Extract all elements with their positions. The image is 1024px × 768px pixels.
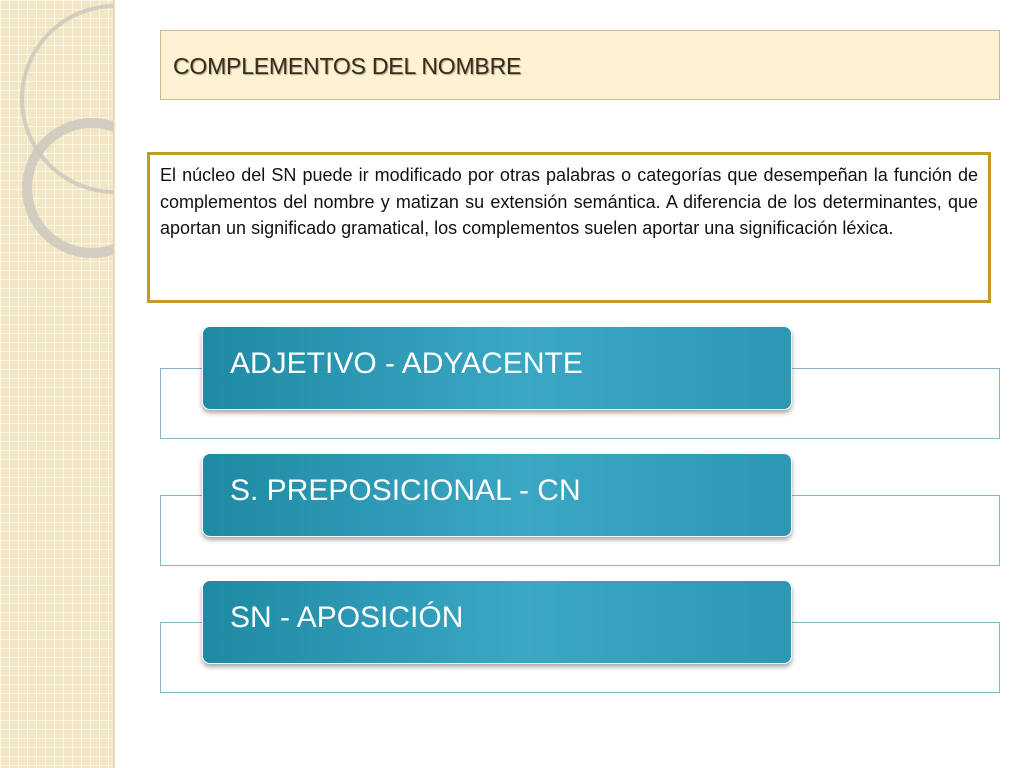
list-item-tab xyxy=(202,580,792,664)
title-bar xyxy=(160,30,1000,100)
list-item-adjetivo xyxy=(0,326,1024,446)
list-item-tab xyxy=(202,326,792,410)
list-item-preposicional xyxy=(0,453,1024,573)
list-item-aposicion xyxy=(0,580,1024,700)
list-item-label: S. PREPOSICIONAL - CN xyxy=(230,474,581,507)
slide-title: COMPLEMENTOS DEL NOMBRE xyxy=(173,53,522,79)
list-item-label: ADJETIVO - ADYACENTE xyxy=(230,347,583,380)
definition-text: El núcleo del SN puede ir modificado por otras palabras o categorías que desempeñan la función de complementos del nombre y matizan su extensión semántica. A diferencia de los determinantes, que aportan un significado gramatical, los complementos suelen aportar una significación léxica. xyxy=(160,165,978,238)
definition-box xyxy=(147,152,991,303)
list-item-label: SN - APOSICIÓN xyxy=(230,601,464,634)
list-item-tab xyxy=(202,453,792,537)
